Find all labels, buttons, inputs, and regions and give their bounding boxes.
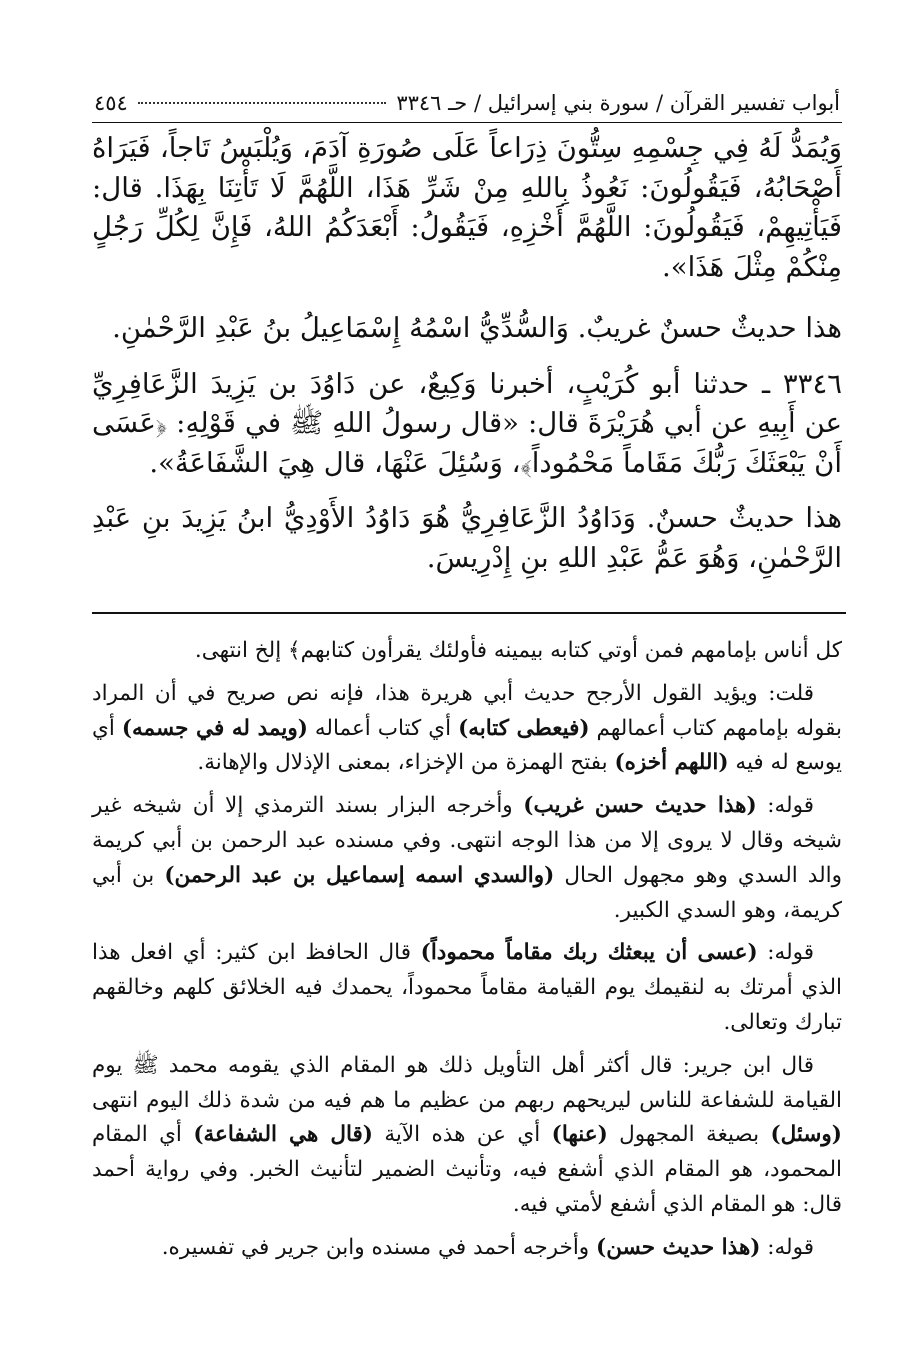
text-run: وأخرجه البزار بسند الترمذي إلا أن شيخه غير شيخه وقال لا يروى إلا من هذا الوجه انتهى. وفي مسنده عبد الرحمن بن أبي كريمة والد السدي وهو مجهول الحال (92, 793, 842, 888)
running-title: أبواب تفسير القرآن / سورة بني إسرائيل / حـ ٣٣٤٦ (396, 91, 840, 115)
footnote-separator (92, 612, 846, 614)
text-run: أي عن هذه الآية (372, 1122, 552, 1148)
text-run: بصيغة المجهول (607, 1122, 771, 1148)
quoted-phrase: (والسدي اسمه إسماعيل بن عبد الرحمن) (164, 862, 555, 888)
hadith-3346: ٣٣٤٦ ـ حدثنا أبو كُرَيْبٍ، أخبرنا وَكِيعٌ، عن دَاوُدَ بن يَزِيدَ الزَّعَافِرِيِّ عن أَبِيهِ عن أبي هُرَيْرَةَ قال: «قال رسولُ اللهِ ﷺ في قَوْلِهِ: ﴿عَسَى أَنْ يَبْعَثَكَ رَبُّكَ مَقَاماً مَحْمُوداً﴾، وَسُئِلَ عَنْهَا، قال هِيَ الشَّفَاعَةُ». (92, 367, 842, 479)
running-head (128, 88, 840, 118)
quoted-phrase: (ويمد له في جسمه) (121, 715, 308, 741)
text-run: قلت: ويؤيد القول الأرجح حديث أبي هريرة هذا، فإنه نص صريح في أن المراد بقوله بإمامهم كتاب أعمالهم (92, 680, 843, 741)
quoted-phrase: (هذا حديث حسن) (596, 1234, 761, 1260)
commentary-paragraph-3 (92, 789, 842, 928)
page-number: ٤٥٤ (94, 91, 128, 115)
quoted-phrase: (عنها) (551, 1122, 608, 1148)
text-run: بن أبي كريمة، وهو السدي الكبير. (92, 862, 842, 923)
commentary (92, 634, 842, 1266)
hadith-grading-1: هذا حديثٌ حسنٌ غريبٌ. وَالسُّدِّيُّ اسْمُهُ إِسْمَاعِيلُ بنُ عَبْدِ الرَّحْمٰنِ. (112, 312, 842, 344)
quoted-phrase: (عسى أن يبعثك ربك مقاماً محموداً) (420, 940, 758, 966)
quoted-phrase: (وسئل) (770, 1122, 842, 1148)
commentary-paragraph-6 (92, 1231, 842, 1266)
text-run: بفتح الهمزة من الإخزاء، بمعنى الإذلال والإهانة. (197, 750, 615, 776)
quoted-phrase: (قال هي الشفاعة) (193, 1122, 373, 1148)
text-run: وأخرجه أحمد في مسنده وابن جرير في تفسيره. (161, 1234, 597, 1260)
text-run: قال الحافظ ابن كثير: أي افعل هذا الذي أمرتك به لنقيمك يوم القيامة مقاماً محموداً، يحمدك فيه الخلائق كلهم وخالقهم تبارك وتعالى. (92, 940, 842, 1035)
quoted-phrase: (فيعطى كتابه) (458, 715, 590, 741)
commentary-paragraph-4 (92, 936, 842, 1040)
commentary-paragraph-5 (92, 1049, 842, 1223)
text-run: قال ابن جرير: قال أكثر أهل التأويل ذلك هو المقام الذي يقومه محمد ﷺ يوم القيامة للشفاعة للناس ليريحهم ربهم من عظيم ما هم فيه من شدة ذلك اليوم انتهى (92, 1052, 842, 1113)
commentary-paragraph-2 (92, 677, 842, 781)
quoted-phrase: (هذا حديث حسن غريب) (523, 793, 757, 819)
page-header (92, 88, 842, 123)
text-run: أي كتاب أعماله (307, 715, 459, 741)
hadith-grading-2: هذا حديثٌ حسنٌ. وَدَاوُدُ الزَّعَافِرِيُّ هُوَ دَاوُدُ الأَوْدِيُّ ابنُ يَزِيدَ بنِ عَبْدِ الرَّحْمٰنِ، وَهُوَ عَمُّ عَبْدِ اللهِ بنِ إِدْرِيسَ. (92, 502, 842, 574)
text-run: قوله: (760, 1234, 814, 1260)
leader-dots (138, 102, 387, 104)
text-run: أي المقام المحمود، هو المقام الذي أشفع فيه، وتأنيث الضمير لتأنيث الخبر. وفي رواية أحمد قال: هو المقام الذي أشفع لأمتي فيه. (92, 1122, 842, 1217)
text-run: أي يوسع له فيه (92, 715, 842, 776)
commentary-paragraph-1: كل أناس بإمامهم فمن أوتي كتابه بيمينه فأولئك يقرأون كتابهم﴾ إلخ انتهى. (194, 638, 842, 663)
text-run: قوله: (757, 940, 815, 966)
quoted-phrase: (اللهم أخزه) (614, 750, 729, 776)
text-run: قوله: (756, 793, 814, 819)
hadith-text (92, 129, 842, 578)
hadith-paragraph-1: وَيُمَدُّ لَهُ فِي جِسْمِهِ سِتُّونَ ذِرَاعاً عَلَى صُورَةِ آدَمَ، وَيُلْبَسُ تَاجاً، فَيَرَاهُ أَصْحَابُهُ، فَيَقُولُونَ: نَعُوذُ بِاللهِ مِنْ شَرِّ هَذَا، اللَّهُمَّ لَا تَأْتِنَا بِهَذَا. قال: فَيَأْتِيهِمْ، فَيَقُولُونَ: اللَّهُمَّ أَخْزِهِ، فَيَقُولُ: أَبْعَدَكُمُ اللهُ، فَإِنَّ لِكُلِّ رَجُلٍ مِنْكُمْ مِثْلَ هَذَا». (92, 132, 842, 283)
